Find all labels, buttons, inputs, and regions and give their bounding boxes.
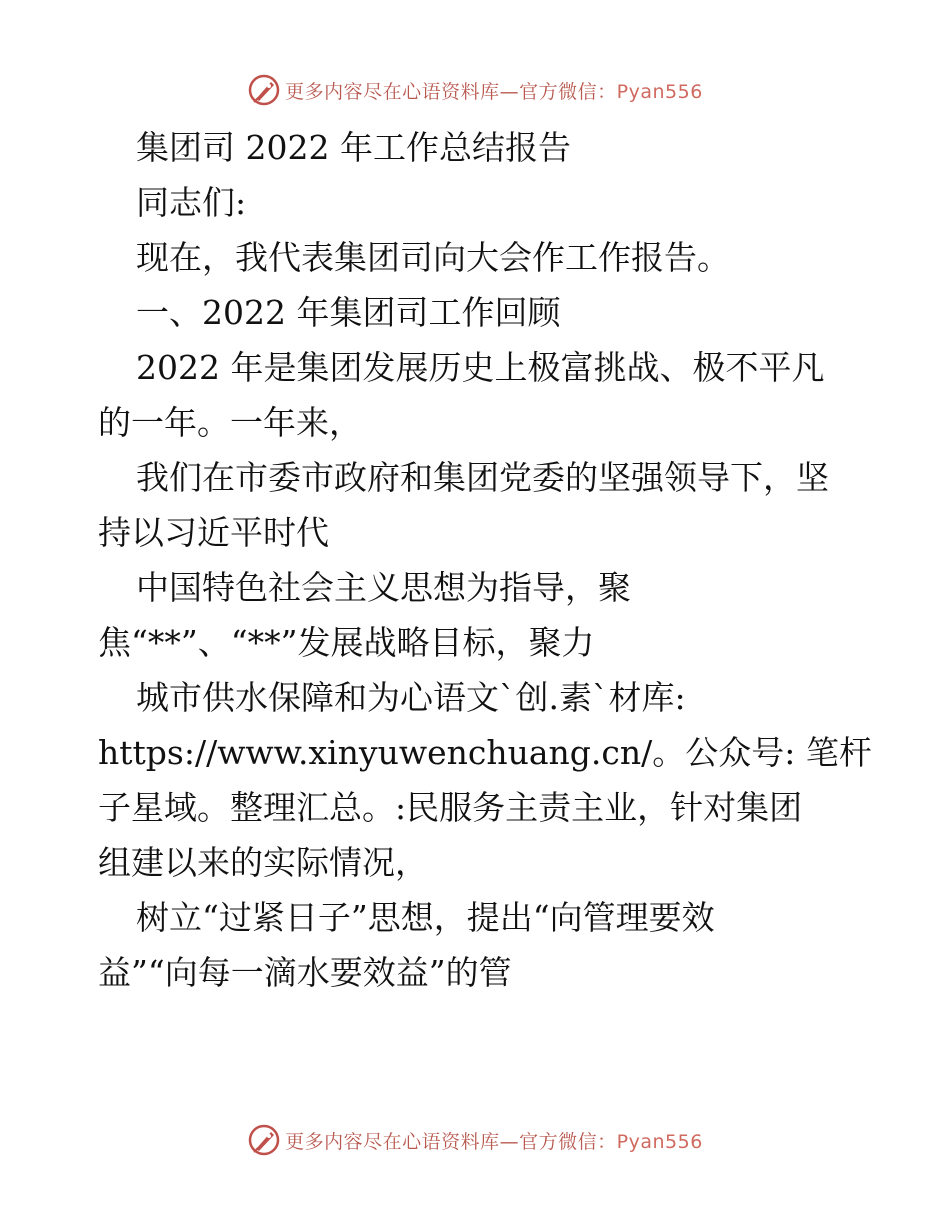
- footer-banner-text: 更多内容尽在心语资料库—官方微信：Pyan556: [285, 1130, 703, 1153]
- paragraph-line: 益”“向每一滴水要效益”的管: [98, 953, 512, 992]
- header-banner-text: 更多内容尽在心语资料库—官方微信：Pyan556: [285, 80, 703, 103]
- quill-pen-logo-icon: [247, 1123, 281, 1157]
- paragraph-line: 2022 年是集团发展历史上极富挑战、极不平凡: [136, 348, 825, 387]
- salutation: 同志们:: [136, 183, 247, 222]
- paragraph-line: 城市供水保障和为心语文`创.素`材库:: [136, 678, 686, 717]
- document-body: [98, 120, 872, 1000]
- document-title: 集团司 2022 年工作总结报告: [136, 128, 571, 167]
- wechat-id: Pyan556: [616, 1130, 703, 1153]
- section-heading: 一、2022 年集团司工作回顾: [136, 293, 561, 332]
- paragraph-line: 子星域。整理汇总。:民服务主责主业，针对集团: [98, 788, 803, 827]
- paragraph-line: 的一年。一年来，: [98, 403, 362, 442]
- header-banner: [0, 70, 950, 110]
- paragraph-line: 我们在市委市政府和集团党委的坚强领导下，坚: [136, 458, 829, 497]
- paragraph-line: 树立“过紧日子”思想，提出“向管理要效: [136, 898, 715, 937]
- footer-banner: [0, 1120, 950, 1160]
- paragraph-line: 持以习近平时代: [98, 513, 329, 552]
- paragraph-line: 焦“**”、“**”发展战略目标，聚力: [98, 623, 595, 662]
- paragraph-line: 中国特色社会主义思想为指导，聚: [136, 568, 631, 607]
- url-line: https://www.xinyuwenchuang.cn/。公众号: 笔杆: [98, 733, 872, 772]
- quill-pen-logo-icon: [247, 73, 281, 107]
- paragraph-line: 现在，我代表集团司向大会作工作报告。: [136, 238, 730, 277]
- wechat-id: Pyan556: [616, 80, 703, 103]
- paragraph-line: 组建以来的实际情况，: [98, 843, 428, 882]
